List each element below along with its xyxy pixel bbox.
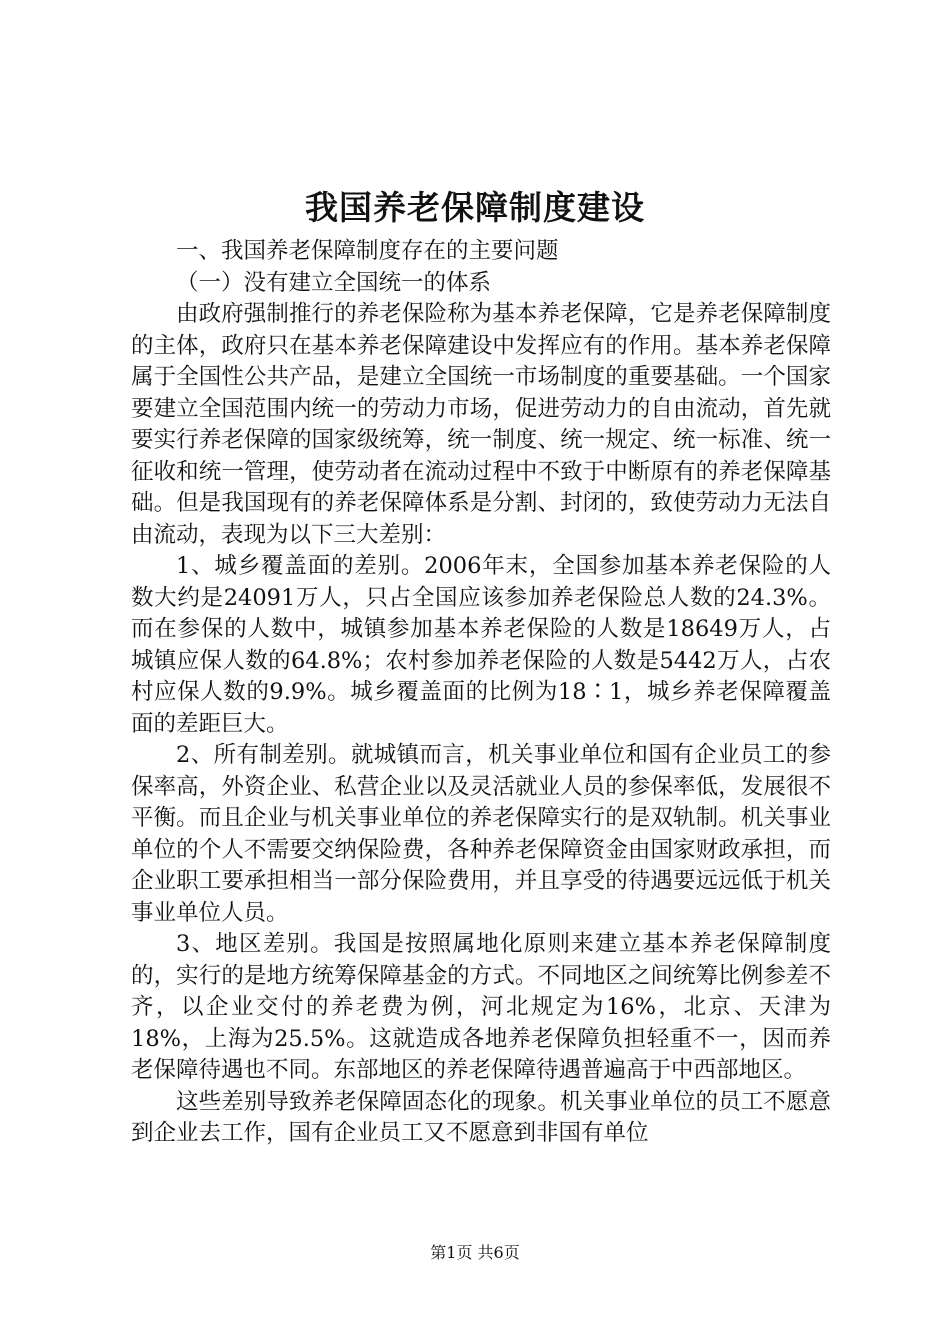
paragraph: 由政府强制推行的养老保险称为基本养老保障，它是养老保障制度的主体，政府只在基本养老保障建设中发挥应有的作用。基本养老保障属于全国性公共产品，是建立全国统一市场制度的重要基础。一个国家要建立全国范围内统一的劳动力市场，促进劳动力的自由流动，首先就要实行养老保障的国家级统筹，统一制度、统一规定、统一标准、统一征收和统一管理，使劳动者在流动过程中不致于中断原有的养老保障基础。但是我国现有的养老保障体系是分割、封闭的，致使劳动力无法自由流动，表现为以下三大差别：: [131, 301, 831, 548]
section-heading: 一、我国养老保障制度存在的主要问题: [176, 238, 559, 264]
document-title: 我国养老保障制度建设: [305, 188, 645, 227]
page-number-footer: 第1页 共6页: [430, 1243, 520, 1262]
paragraph: 1、城乡覆盖面的差别。2006年末，全国参加基本养老保险的人数大约是24091万人，只占全国应该参加养老保险总人数的24.3%。而在参保的人数中，城镇参加基本养老保险的人数是18649万人，占城镇应保人数的64.8%；农村参加养老保险的人数是5442万人，占农村应保人数的9.9%。城乡覆盖面的比例为18∶1，城乡养老保障覆盖面的差距巨大。: [131, 553, 831, 737]
paragraph: 这些差别导致养老保障固态化的现象。机关事业单位的员工不愿意到企业去工作，国有企业员工又不愿意到非国有单位: [131, 1088, 831, 1146]
paragraph: 2、所有制差别。就城镇而言，机关事业单位和国有企业员工的参保率高，外资企业、私营企业以及灵活就业人员的参保率低，发展很不平衡。而且企业与机关事业单位的养老保障实行的是双轨制。机关事业单位的个人不需要交纳保险费，各种养老保障资金由国家财政承担，而企业职工要承担相当一部分保险费用，并且享受的待遇要远远低于机关事业单位人员。: [131, 742, 831, 926]
document-body: [131, 236, 831, 1150]
paragraph: 3、地区差别。我国是按照属地化原则来建立基本养老保障制度的，实行的是地方统筹保障基金的方式。不同地区之间统筹比例参差不齐，以企业交付的养老费为例，河北规定为16%，北京、天津为18%，上海为25.5%。这就造成各地养老保障负担轻重不一，因而养老保障待遇也不同。东部地区的养老保障待遇普遍高于中西部地区。: [131, 931, 831, 1083]
subsection-heading: （一）没有建立全国统一的体系: [176, 269, 492, 296]
